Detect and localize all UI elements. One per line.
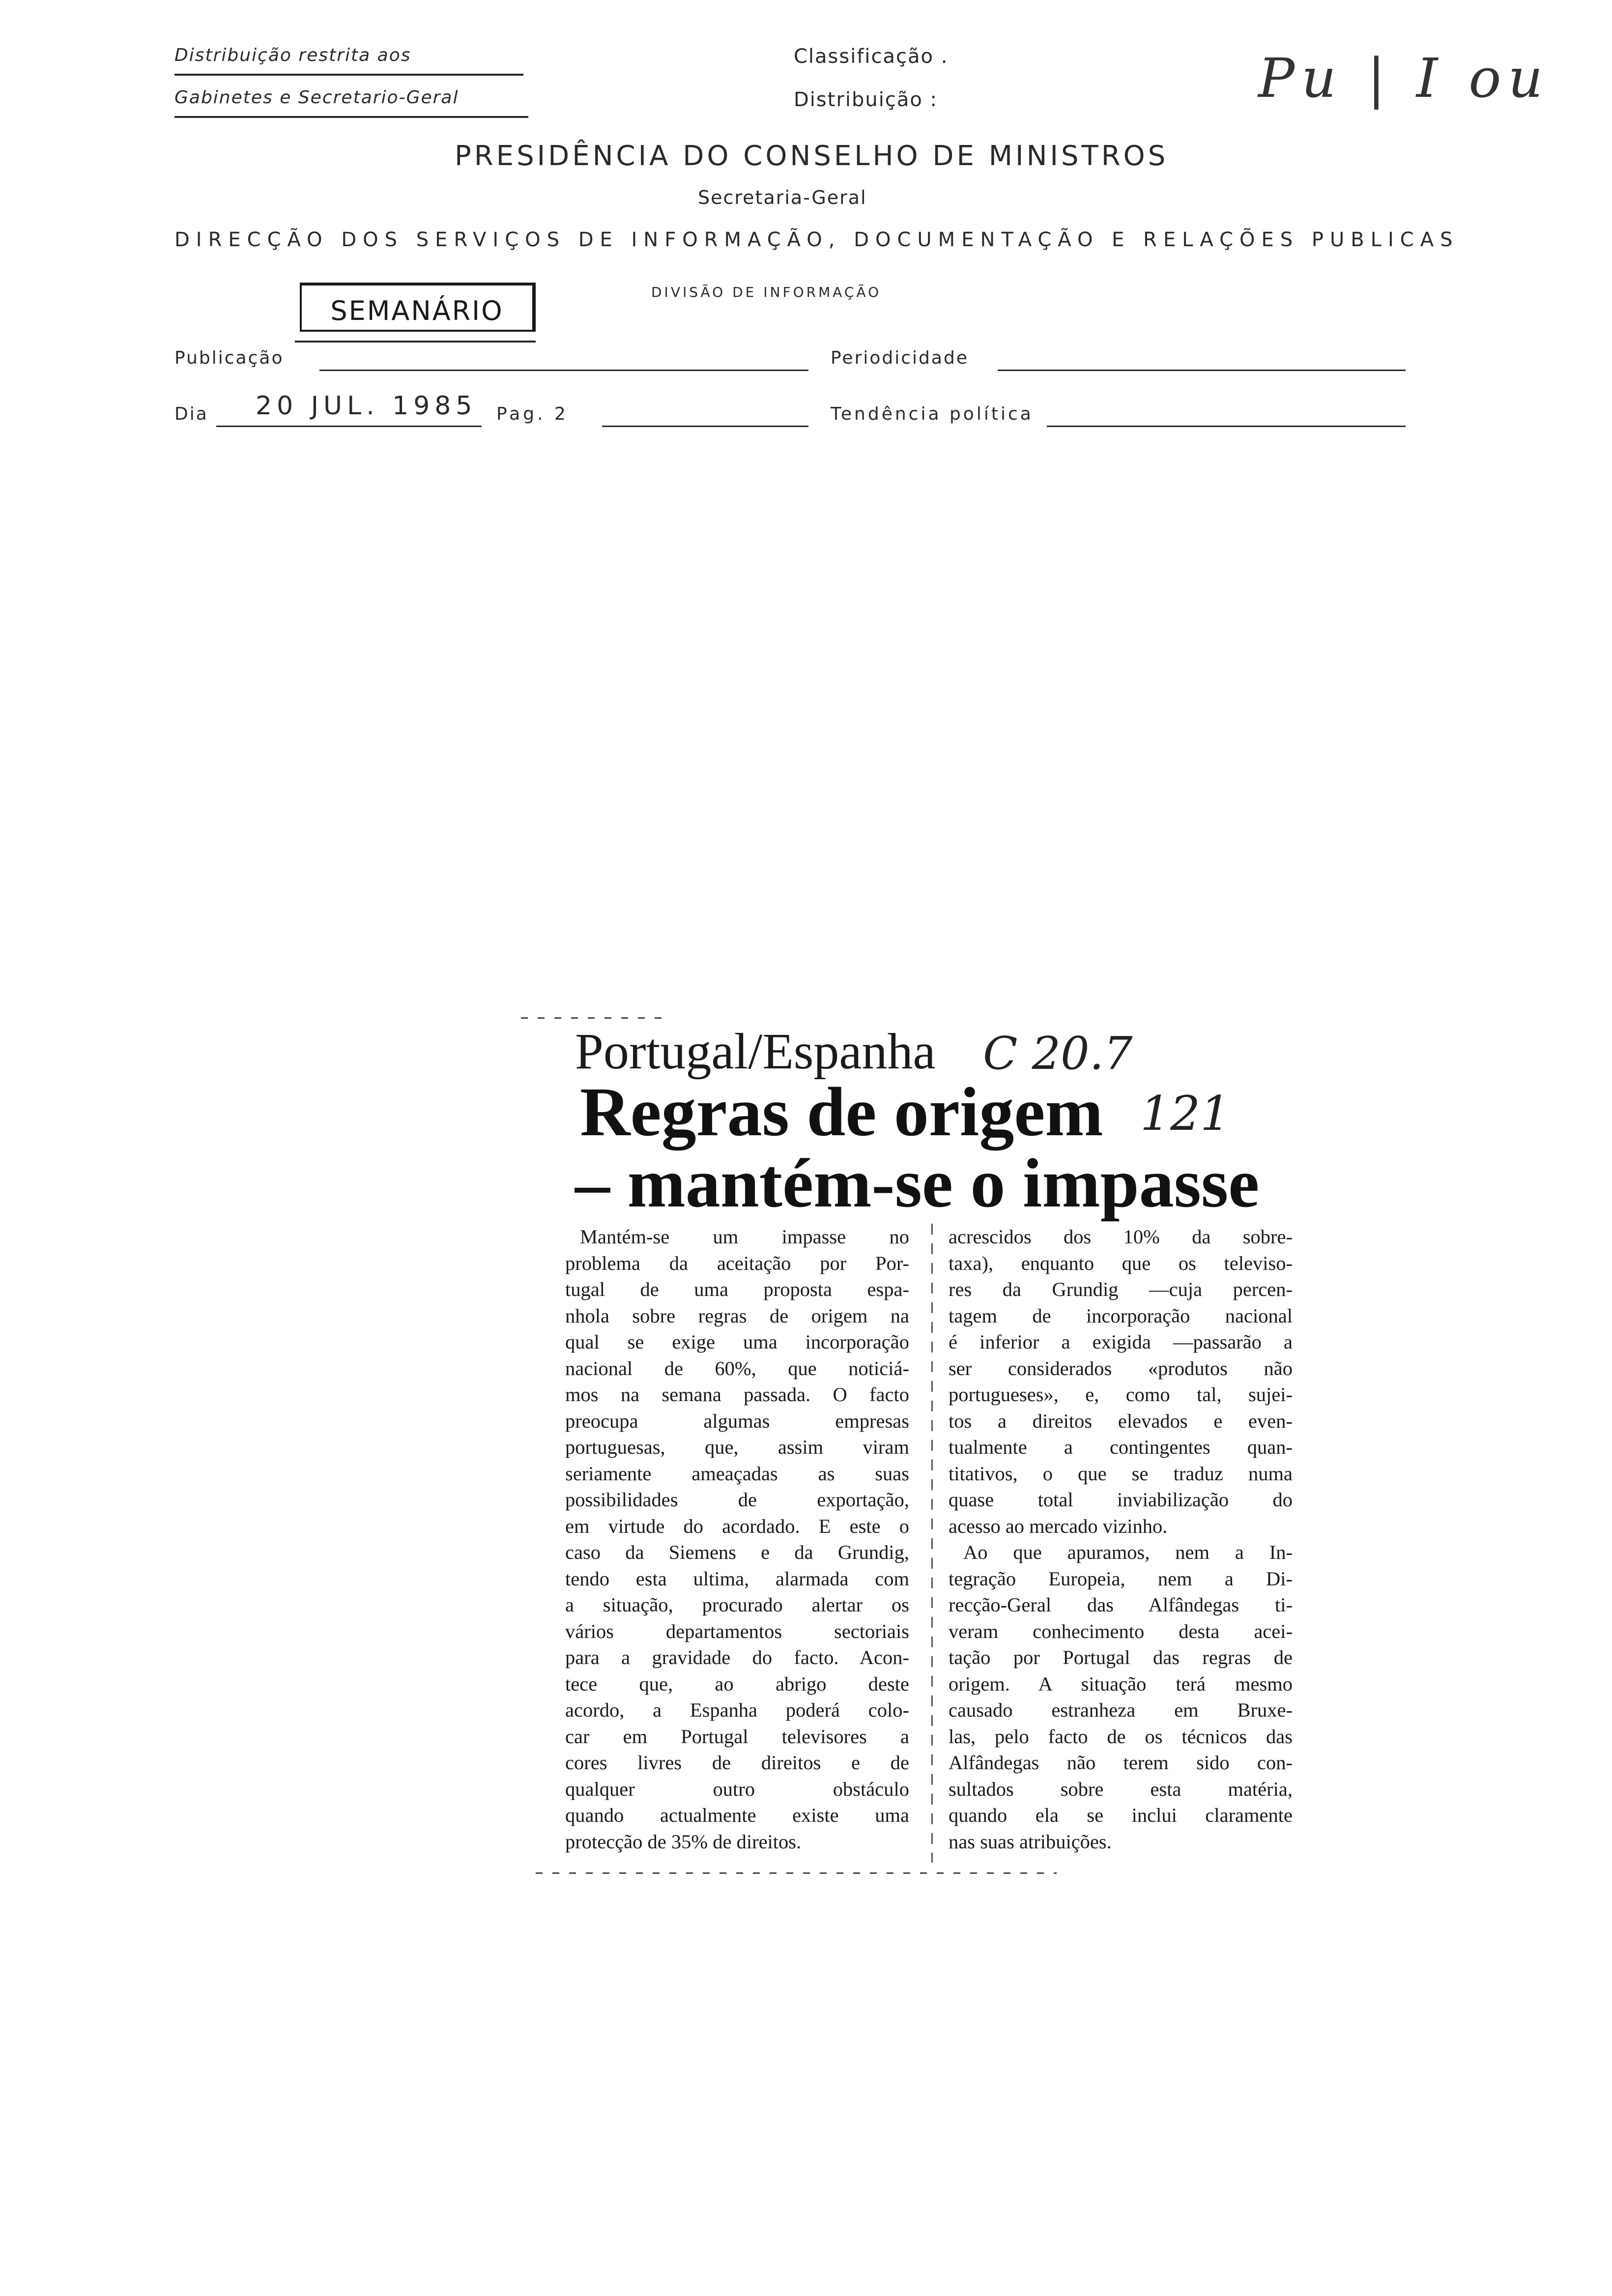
tendency-label: Tendência política: [831, 404, 1034, 424]
article-text-line: mos na semana passada. O facto: [565, 1383, 909, 1406]
publication-fill-line: [319, 370, 808, 371]
clipping-top-edge: [521, 1017, 668, 1019]
article-text-line: preocupa algumas empresas: [565, 1409, 909, 1432]
division-title: DIVISÃO DE INFORMAÇÃO: [651, 284, 882, 300]
day-label: Dia: [174, 404, 208, 424]
column-divider: [931, 1224, 933, 1863]
article-text-line: tagem de incorporação nacional: [949, 1304, 1293, 1327]
distribution-note-underline-1: [174, 74, 523, 76]
article-text-line: veram conhecimento desta acei-: [949, 1620, 1293, 1642]
article-text-line: car em Portugal televisores a: [565, 1725, 909, 1748]
tendency-fill-line: [1047, 426, 1406, 427]
periodicity-label: Periodicidade: [831, 348, 969, 368]
article-text-line: Ao que apuramos, nem a In-: [963, 1541, 1293, 1563]
article-text-line: quase total inviabilização do: [949, 1489, 1293, 1511]
directorate-title: DIRECÇÃO DOS SERVIÇOS DE INFORMAÇÃO, DOCUMENTAÇÃO E RELAÇÕES PUBLICAS: [174, 229, 1459, 251]
article-kicker: Portugal/Espanha: [575, 1023, 936, 1080]
publication-type-label: SEMANÁRIO: [330, 295, 504, 326]
distribution-note-1: Distribuição restrita aos: [174, 45, 411, 65]
article-column-2: [949, 1224, 1293, 1855]
article-text-line: é inferior a exigida —passarão a: [949, 1331, 1293, 1353]
article-text-line: tugal de uma proposta espa-: [565, 1278, 909, 1300]
handwritten-headline-note: 121: [1140, 1086, 1231, 1141]
article-text-line: para a gravidade do facto. Acon-: [565, 1646, 909, 1668]
page-fill-line: [602, 426, 808, 427]
article-text-line: las, pelo facto de os técnicos das: [949, 1725, 1293, 1748]
article-text-line: portugueses», e, como tal, sujei-: [949, 1383, 1293, 1406]
article-text-line: quando ela se inclui claramente: [949, 1804, 1293, 1826]
publication-type-shadow-line: [295, 341, 536, 343]
article-text-line: titativos, o que se traduz numa: [949, 1462, 1293, 1485]
distribution-note-underline-2: [174, 116, 528, 118]
article-text-line: acesso ao mercado vizinho.: [949, 1515, 1168, 1537]
article-text-line: cores livres de direitos e de: [565, 1751, 909, 1774]
article-text-line: tualmente a contingentes quan-: [949, 1436, 1293, 1458]
ministry-title: PRESIDÊNCIA DO CONSELHO DE MINISTROS: [455, 140, 1169, 172]
day-value-stamp: 20 JUL. 1985: [256, 391, 477, 421]
article-text-line: tação por Portugal das regras de: [949, 1646, 1293, 1668]
article-headline-line-2: – mantém-se o impasse: [575, 1144, 1260, 1222]
article-text-line: vários departamentos sectoriais: [565, 1620, 909, 1642]
article-text-line: portuguesas, que, assim viram: [565, 1436, 909, 1458]
article-text-line: nacional de 60%, que noticiá-: [565, 1357, 909, 1379]
article-text-line: nhola sobre regras de origem na: [565, 1304, 909, 1327]
secretariat-title: Secretaria-Geral: [698, 187, 867, 208]
article-text-line: nas suas atribuições.: [949, 1830, 1112, 1853]
article-text-line: res da Grundig —cuja percen-: [949, 1278, 1293, 1300]
publication-label: Publicação: [174, 348, 284, 368]
page-label: Pag. 2: [496, 404, 569, 424]
article-text-line: problema da aceitação por Por-: [565, 1252, 909, 1274]
article-text-line: protecção de 35% de direitos.: [565, 1830, 802, 1853]
handwritten-reference: Pu | I ou: [1258, 47, 1550, 110]
article-text-line: Alfândegas não terem sido con-: [949, 1751, 1293, 1774]
article-text-line: quando actualmente existe uma: [565, 1804, 909, 1826]
article-text-line: qualquer outro obstáculo: [565, 1778, 909, 1800]
article-text-line: caso da Siemens e da Grundig,: [565, 1541, 909, 1563]
periodicity-fill-line: [998, 370, 1406, 371]
day-fill-line: [216, 426, 482, 427]
article-text-line: possibilidades de exportação,: [565, 1489, 909, 1511]
article-text-line: recção-Geral das Alfândegas ti-: [949, 1594, 1293, 1616]
article-text-line: a situação, procurado alertar os: [565, 1594, 909, 1616]
newspaper-clipping: [511, 1007, 1307, 1902]
article-headline-line-1: Regras de origem: [580, 1073, 1103, 1150]
article-text-line: seriamente ameaçadas as suas: [565, 1462, 909, 1485]
article-text-line: qual se exige uma incorporação: [565, 1331, 909, 1353]
article-text-line: sultados sobre esta matéria,: [949, 1778, 1293, 1800]
distribution-label: Distribuição :: [794, 88, 938, 111]
classification-label: Classificação .: [794, 45, 949, 68]
article-text-line: tendo esta ultima, alarmada com: [565, 1567, 909, 1590]
handwritten-kicker-note: C 20.7: [983, 1027, 1133, 1080]
article-text-line: ser considerados «produtos não: [949, 1357, 1293, 1379]
article-text-line: origem. A situação terá mesmo: [949, 1672, 1293, 1695]
article-text-line: tos a direitos elevados e even-: [949, 1409, 1293, 1432]
article-text-line: taxa), enquanto que os televiso-: [949, 1252, 1293, 1274]
article-text-line: tece que, ao abrigo deste: [565, 1672, 909, 1695]
article-text-line: acrescidos dos 10% da sobre-: [949, 1226, 1293, 1248]
article-text-line: acordo, a Espanha poderá colo-: [565, 1699, 909, 1721]
article-text-line: Mantém-se um impasse no: [580, 1226, 909, 1248]
article-text-line: em virtude do acordado. E este o: [565, 1515, 909, 1537]
publication-type-box: [300, 283, 536, 332]
distribution-note-2: Gabinetes e Secretario-Geral: [174, 87, 459, 108]
clipping-bottom-edge: [536, 1872, 1057, 1874]
article-column-1: [565, 1224, 909, 1855]
article-text-line: tegração Europeia, nem a Di-: [949, 1567, 1293, 1590]
article-text-line: causado estranheza em Bruxe-: [949, 1699, 1293, 1721]
